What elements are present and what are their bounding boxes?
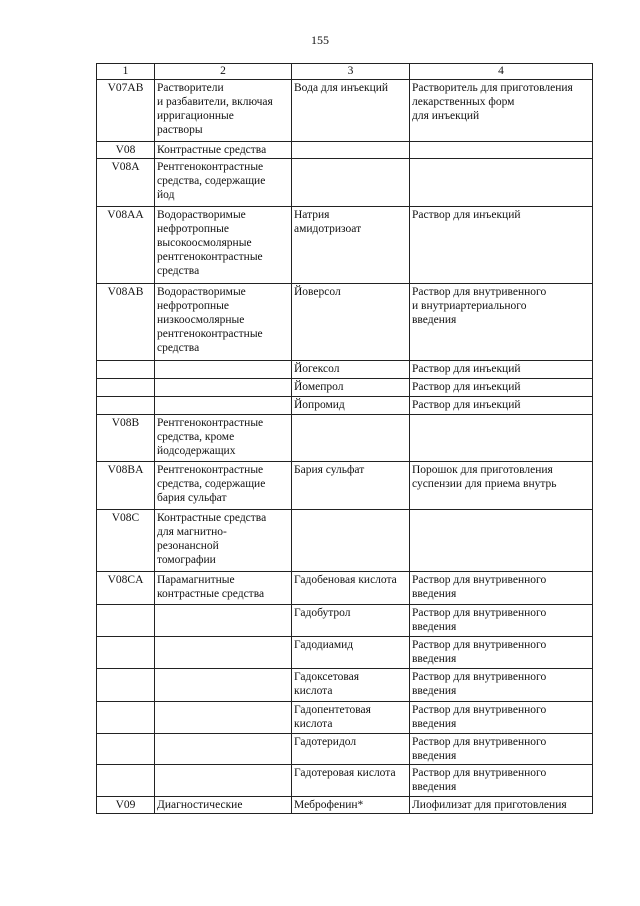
table-cell-substance [292, 361, 410, 379]
table-cell-code [97, 284, 155, 361]
table-cell-code [97, 572, 155, 605]
table-cell-code [97, 637, 155, 669]
table-cell-form-text: Раствор для внутривенного введения [412, 574, 547, 600]
table-cell-form [410, 361, 593, 379]
table-cell-form [410, 797, 593, 814]
table-cell-substance-text: Меброфенин* [294, 799, 364, 811]
table-cell-code-text: V07AB [107, 82, 144, 94]
table-row [97, 159, 593, 207]
table-row [97, 702, 593, 734]
table-cell-group-text: Рентгеноконтрастные средства, содержащие йод [157, 161, 266, 201]
table-cell-code [97, 207, 155, 284]
table-cell-substance [292, 80, 410, 142]
table-cell-form-text: Раствор для внутривенного и внутриартериального введения [412, 286, 547, 326]
table-cell-code [97, 80, 155, 142]
table-cell-group [155, 80, 292, 142]
table-cell-group [155, 669, 292, 702]
table-cell-substance-text: Йопромид [294, 399, 345, 411]
table-cell-form-text: Раствор для инъекций [412, 363, 521, 375]
table-cell-substance-text: Гадобутрол [294, 607, 351, 619]
column-header: 3 [292, 64, 410, 80]
table-row [97, 510, 593, 572]
table-cell-code-text: V08 [115, 144, 136, 156]
table-cell-group [155, 637, 292, 669]
table-cell-substance [292, 415, 410, 462]
table-cell-form-text: Раствор для внутривенного введения [412, 767, 547, 793]
table-cell-substance-text: Гадоксетовая кислота [294, 671, 360, 697]
table-row [97, 361, 593, 379]
table-cell-substance-text: Гадотеровая кислота [294, 767, 396, 779]
table-cell-substance-text: Йомепрол [294, 381, 344, 393]
table-cell-substance-text: Натрия амидотризоат [294, 209, 362, 235]
table-cell-substance [292, 207, 410, 284]
table-cell-form [410, 605, 593, 637]
table-cell-form [410, 765, 593, 797]
table-row [97, 80, 593, 142]
table-cell-form [410, 669, 593, 702]
table-cell-code [97, 142, 155, 159]
table-cell-substance [292, 637, 410, 669]
table-cell-form-text: Раствор для инъекций [412, 399, 521, 411]
table-cell-form [410, 572, 593, 605]
table-cell-form [410, 734, 593, 765]
table-cell-code-text: V08C [111, 512, 140, 524]
table-cell-code-text: V08AA [107, 209, 144, 221]
table-cell-substance [292, 605, 410, 637]
table-cell-substance [292, 702, 410, 734]
table-cell-code [97, 397, 155, 415]
table-header-row [97, 64, 593, 80]
table-cell-group [155, 397, 292, 415]
table-cell-form-text: Раствор для внутривенного введения [412, 607, 547, 633]
table-cell-form-text: Раствор для внутривенного введения [412, 736, 547, 762]
table-cell-substance-text: Гадодиамид [294, 639, 354, 651]
table-cell-form [410, 397, 593, 415]
table-cell-code [97, 734, 155, 765]
table-cell-group [155, 734, 292, 765]
table-cell-code-text: V08A [111, 161, 140, 173]
table-cell-form-text: Раствор для внутривенного введения [412, 671, 547, 697]
table-cell-code [97, 415, 155, 462]
table-cell-substance [292, 734, 410, 765]
table-cell-group [155, 462, 292, 510]
table-cell-form [410, 80, 593, 142]
table-cell-substance [292, 765, 410, 797]
table-cell-code-text: V08B [111, 417, 140, 429]
table-cell-substance-text: Йоверсол [294, 286, 341, 298]
table-cell-substance [292, 669, 410, 702]
table-cell-substance-text: Бария сульфат [294, 464, 365, 476]
table-cell-code [97, 462, 155, 510]
table-cell-form-text: Порошок для приготовления суспензии для приема внутрь [412, 464, 557, 490]
table-row [97, 379, 593, 397]
column-header: 1 [97, 64, 155, 80]
table-cell-group [155, 765, 292, 797]
drug-classification-table [96, 63, 593, 814]
table-cell-substance [292, 159, 410, 207]
table-cell-form [410, 159, 593, 207]
table-cell-group-text: Парамагнитные контрастные средства [157, 574, 265, 600]
table-cell-form [410, 207, 593, 284]
table-cell-substance [292, 284, 410, 361]
table-cell-group-text: Водорастворимые нефротропные низкоосмолярные рентгеноконтрастные средства [157, 286, 263, 354]
table-cell-code [97, 797, 155, 814]
table-row [97, 462, 593, 510]
table-cell-group [155, 605, 292, 637]
table-body [97, 80, 593, 814]
table-cell-form [410, 510, 593, 572]
table-cell-form [410, 142, 593, 159]
table-row [97, 765, 593, 797]
table-cell-substance-text: Гадобеновая кислота [294, 574, 397, 586]
column-header: 4 [410, 64, 593, 80]
table-cell-form [410, 284, 593, 361]
table-cell-code [97, 765, 155, 797]
table-cell-group [155, 702, 292, 734]
table-cell-code-text: V09 [115, 799, 136, 811]
table-cell-group [155, 142, 292, 159]
table-cell-substance [292, 462, 410, 510]
table-cell-form [410, 462, 593, 510]
table-row [97, 572, 593, 605]
table-cell-group-text: Контрастные средства [157, 144, 267, 156]
table-cell-form-text: Растворитель для приготовления лекарственных форм для инъекций [412, 82, 573, 122]
table-cell-group [155, 510, 292, 572]
table-cell-group [155, 159, 292, 207]
table-cell-form-text: Раствор для инъекций [412, 381, 521, 393]
table-cell-group-text: Растворители и разбавители, включая ирригационные растворы [157, 82, 273, 136]
table-cell-substance [292, 572, 410, 605]
table-cell-group [155, 361, 292, 379]
table-cell-code-text: V08BA [107, 464, 144, 476]
table-cell-substance-text: Йогексол [294, 363, 340, 375]
table-cell-substance [292, 510, 410, 572]
table-cell-group-text: Контрастные средства для магнитно- резонансной томографии [157, 512, 267, 566]
page-number: 155 [311, 33, 329, 47]
table-cell-form [410, 415, 593, 462]
table-cell-substance [292, 797, 410, 814]
table-cell-code-text: V08CA [107, 574, 144, 586]
table-cell-substance-text: Вода для инъекций [294, 82, 389, 94]
table-row [97, 207, 593, 284]
table-cell-group [155, 572, 292, 605]
table-row [97, 605, 593, 637]
table-cell-substance-text: Гадотеридол [294, 736, 357, 748]
table-cell-group [155, 284, 292, 361]
table-cell-substance [292, 397, 410, 415]
table-row [97, 397, 593, 415]
table-cell-group [155, 415, 292, 462]
table-cell-form-text: Лиофилизат для приготовления [412, 799, 567, 811]
table-cell-group-text: Рентгеноконтрастные средства, содержащие бария сульфат [157, 464, 266, 504]
table-cell-group [155, 797, 292, 814]
table-cell-form-text: Раствор для внутривенного введения [412, 704, 547, 730]
table-cell-code-text: V08AB [107, 286, 144, 298]
table-cell-code [97, 702, 155, 734]
table-cell-substance-text: Гадопентетовая кислота [294, 704, 371, 730]
table-row [97, 734, 593, 765]
table-row [97, 284, 593, 361]
table-cell-substance [292, 379, 410, 397]
table-cell-code [97, 669, 155, 702]
table-cell-code [97, 510, 155, 572]
table-cell-group [155, 379, 292, 397]
table-row [97, 142, 593, 159]
table-cell-form [410, 637, 593, 669]
table-cell-code [97, 159, 155, 207]
table-cell-group-text: Водорастворимые нефротропные высокоосмолярные рентгеноконтрастные средства [157, 209, 263, 277]
table-row [97, 797, 593, 814]
table-cell-form [410, 702, 593, 734]
column-header: 2 [155, 64, 292, 80]
table-row [97, 669, 593, 702]
table-cell-code [97, 361, 155, 379]
table-row [97, 637, 593, 669]
table-cell-code [97, 379, 155, 397]
table-cell-substance [292, 142, 410, 159]
table-cell-group [155, 207, 292, 284]
table-row [97, 415, 593, 462]
table-cell-form-text: Раствор для внутривенного введения [412, 639, 547, 665]
table-cell-code [97, 605, 155, 637]
table-cell-form [410, 379, 593, 397]
table-cell-form-text: Раствор для инъекций [412, 209, 521, 221]
table-cell-group-text: Рентгеноконтрастные средства, кроме йодсодержащих [157, 417, 264, 457]
table-cell-group-text: Диагностические [157, 799, 243, 811]
